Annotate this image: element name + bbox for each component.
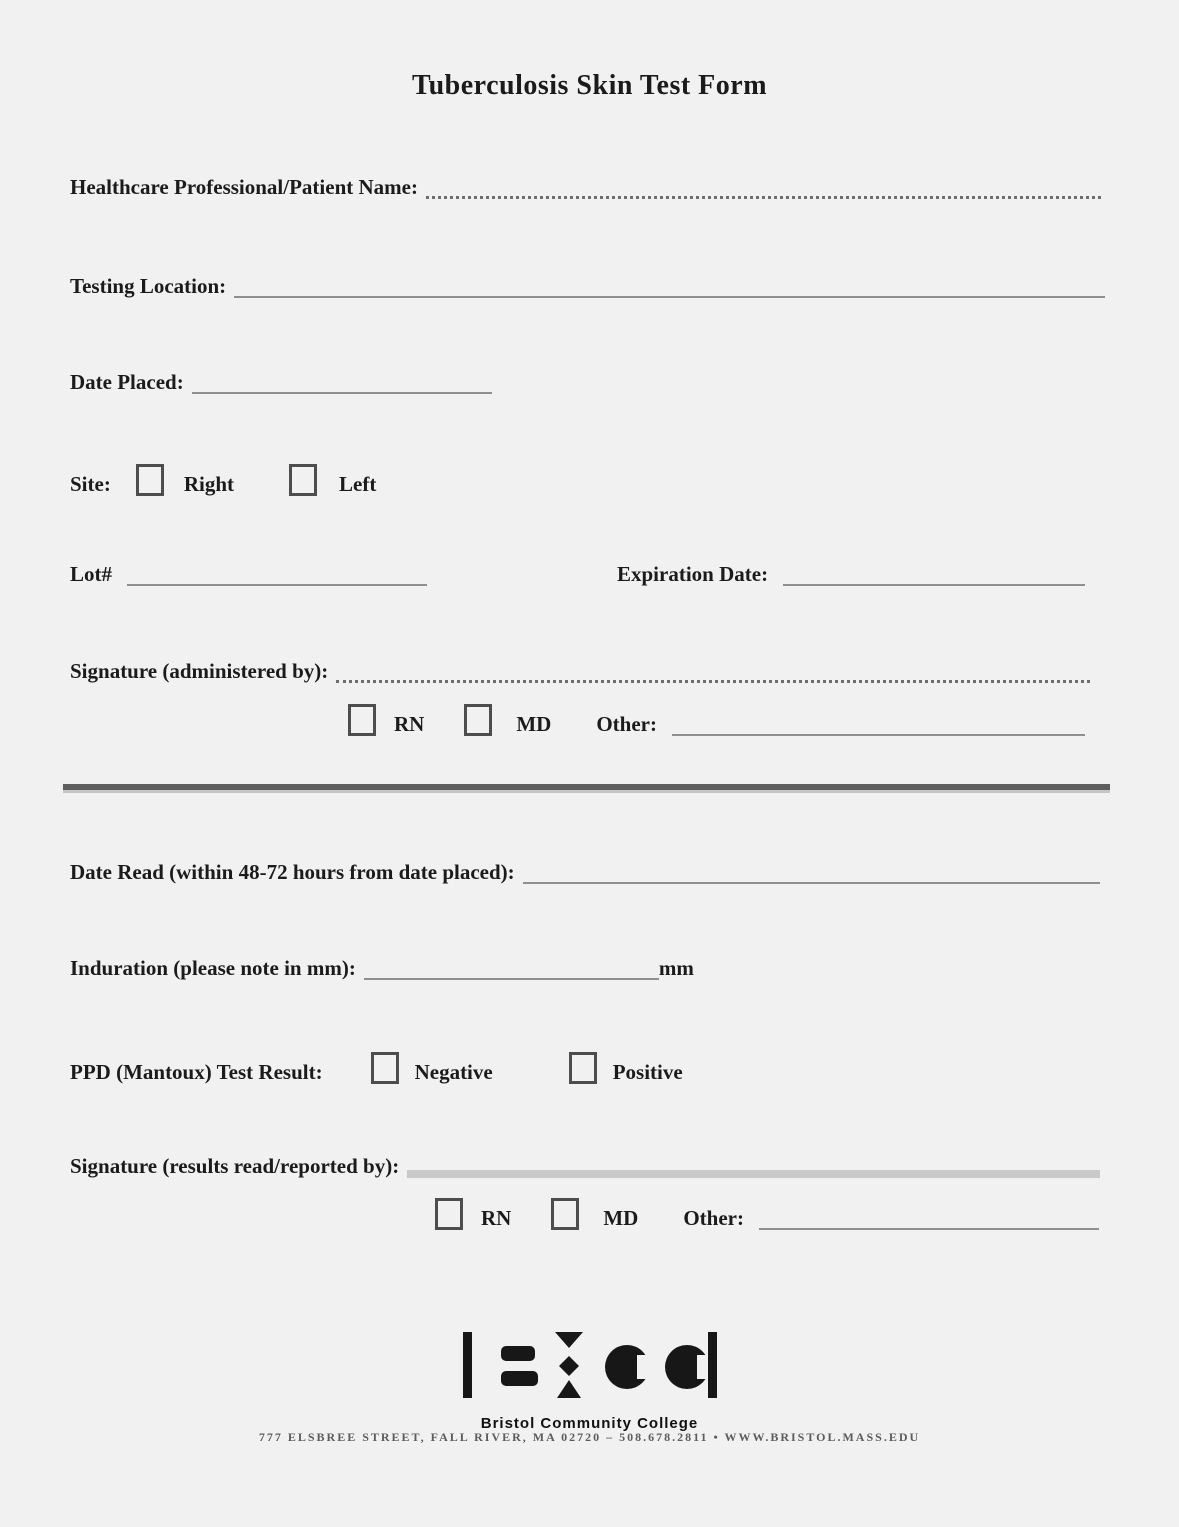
site-left-checkbox[interactable] bbox=[289, 464, 317, 496]
name-input[interactable] bbox=[426, 174, 1101, 199]
date-read-row bbox=[70, 860, 1100, 884]
other-label: Other: bbox=[596, 711, 657, 736]
rn-results-label: RN bbox=[481, 1205, 512, 1230]
induration-label: Induration (please note in mm): bbox=[70, 955, 356, 980]
signature-results-label: Signature (results read/reported by): bbox=[70, 1153, 400, 1178]
site-row bbox=[70, 464, 376, 496]
md-results-checkbox[interactable] bbox=[551, 1198, 579, 1230]
induration-input[interactable] bbox=[364, 956, 659, 980]
other-input[interactable] bbox=[672, 712, 1085, 736]
page-title: Tuberculosis Skin Test Form bbox=[411, 70, 768, 101]
credentials-results-row bbox=[435, 1198, 1099, 1230]
bcc-logo-icon bbox=[459, 1328, 721, 1408]
test-result-row bbox=[70, 1052, 683, 1084]
name-row bbox=[70, 174, 1101, 199]
site-right-checkbox[interactable] bbox=[136, 464, 164, 496]
testing-location-label: Testing Location: bbox=[70, 273, 227, 298]
md-label: MD bbox=[516, 711, 552, 736]
rn-results-checkbox[interactable] bbox=[435, 1198, 463, 1230]
lot-input[interactable] bbox=[127, 562, 427, 586]
expiration-input[interactable] bbox=[783, 562, 1085, 586]
negative-checkbox[interactable] bbox=[371, 1052, 399, 1084]
college-logo-block bbox=[0, 1328, 1179, 1432]
date-placed-row bbox=[70, 370, 492, 394]
date-read-label: Date Read (within 48-72 hours from date placed): bbox=[70, 859, 515, 884]
site-right-label: Right bbox=[183, 471, 235, 496]
testing-location-input[interactable] bbox=[234, 274, 1105, 298]
lot-expiration-row bbox=[70, 562, 1085, 586]
college-logo-caption: Bristol Community College bbox=[480, 1415, 699, 1432]
signature-administered-row bbox=[70, 658, 1090, 683]
signature-results-row bbox=[70, 1148, 1100, 1178]
signature-administered-input[interactable] bbox=[336, 658, 1090, 683]
site-left-label: Left bbox=[339, 471, 377, 496]
negative-label: Negative bbox=[414, 1059, 493, 1084]
date-read-input[interactable] bbox=[523, 860, 1100, 884]
test-result-label: PPD (Mantoux) Test Result: bbox=[70, 1059, 323, 1084]
md-results-label: MD bbox=[603, 1205, 639, 1230]
md-checkbox[interactable] bbox=[464, 704, 492, 736]
site-label: Site: bbox=[70, 471, 111, 496]
induration-row bbox=[70, 956, 694, 980]
credentials-administered-row bbox=[348, 704, 1085, 736]
name-label: Healthcare Professional/Patient Name: bbox=[70, 174, 418, 199]
other-results-label: Other: bbox=[683, 1205, 744, 1230]
other-results-input[interactable] bbox=[759, 1206, 1099, 1230]
signature-results-input[interactable] bbox=[407, 1148, 1100, 1178]
lot-label: Lot# bbox=[70, 561, 112, 586]
rn-checkbox[interactable] bbox=[348, 704, 376, 736]
rn-label: RN bbox=[394, 711, 425, 736]
date-placed-label: Date Placed: bbox=[70, 369, 184, 394]
testing-location-row bbox=[70, 274, 1105, 298]
signature-administered-label: Signature (administered by): bbox=[70, 658, 329, 683]
date-placed-input[interactable] bbox=[192, 370, 492, 394]
positive-checkbox[interactable] bbox=[569, 1052, 597, 1084]
expiration-label: Expiration Date: bbox=[617, 561, 769, 586]
college-address-line: 777 ELSBREE STREET, FALL RIVER, MA 02720 – 508.678.2811 • WWW.BRISTOL.MASS.EDU bbox=[258, 1430, 921, 1444]
section-divider bbox=[63, 784, 1110, 790]
induration-unit: mm bbox=[658, 955, 694, 980]
positive-label: Positive bbox=[612, 1059, 683, 1084]
